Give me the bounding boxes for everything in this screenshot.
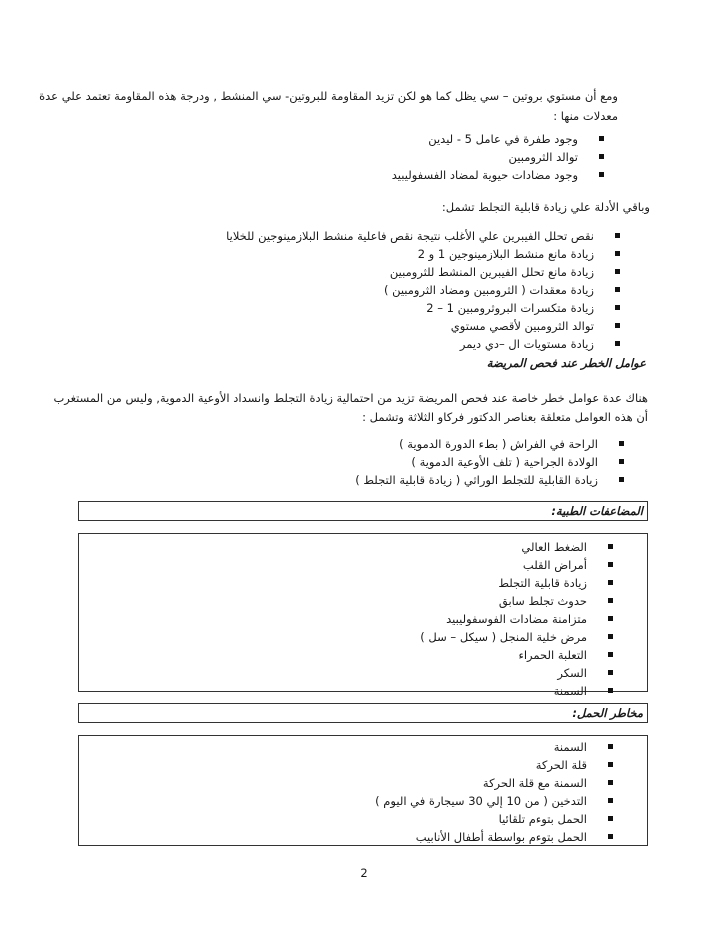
list-item: توالد الثرومبين — [392, 148, 578, 166]
bullet-square-icon — [615, 323, 620, 328]
bullet-square-icon — [608, 834, 613, 839]
bullet-square-icon — [608, 598, 613, 603]
medical-title-box — [78, 501, 648, 521]
list-item: الضغط العالي — [420, 538, 587, 556]
bullet-square-icon — [608, 670, 613, 675]
bullet-square-icon — [608, 562, 613, 567]
list-item: زيادة القابلية للتجلط الوراثي ( زيادة قابلية التجلط ) — [355, 471, 598, 489]
risk-line-1: هناك عدة عوامل خطر خاصة عند فحص المريضة تزيد من احتمالية زيادة التجلط وانسداد الأوعية الدموية, وليس من المستغرب — [53, 391, 648, 405]
list-item: زيادة معقدات ( الثرومبين ومضاد الثرومبين ) — [226, 281, 594, 299]
risk-paragraph — [48, 389, 648, 427]
list-item: التدخين ( من 10 إلي 30 سيجارة في اليوم ) — [375, 792, 587, 810]
bullet-square-icon — [615, 251, 620, 256]
bullet-square-icon — [615, 341, 620, 346]
bullet-square-icon — [608, 580, 613, 585]
bullet-square-icon — [615, 269, 620, 274]
evidence-list — [226, 227, 594, 353]
intro-line-2: معدلات منها : — [553, 109, 618, 123]
intro-line-1: ومع أن مستوي بروتين – سي يظل كما هو لكن تزيد المقاومة للبروتين- سي المنشط , ودرجة هذه المقاومة تعتمد علي عدة — [39, 89, 618, 103]
risk-list — [355, 435, 598, 489]
list-item: مرض خلية المنجل ( سيكل – سل ) — [420, 628, 587, 646]
list-item: الولادة الجراحية ( تلف الأوعية الدموية ) — [355, 453, 598, 471]
list-item: زيادة قابلية التجلط — [420, 574, 587, 592]
list-item: نقص تحلل الفيبرين علي الأغلب نتيجة نقص فاعلية منشط البلازمينوجين للخلايا — [226, 227, 594, 245]
list-item: السمنة — [375, 738, 587, 756]
medical-list — [420, 538, 587, 700]
bullet-square-icon — [608, 634, 613, 639]
risk-heading: عوامل الخطر عند فحص المريضة — [486, 356, 646, 370]
list-item: السكر — [420, 664, 587, 682]
list-item: زيادة متكسرات البروثرومبين 1 – 2 — [226, 299, 594, 317]
page-number: 2 — [360, 866, 368, 880]
pregnancy-title-box — [78, 703, 648, 723]
list-item: توالد الثرومبين لأقصي مستوي — [226, 317, 594, 335]
evidence-intro: وباقي الأدلة علي زيادة قابلية التجلط تشمل: — [441, 200, 650, 214]
bullet-square-icon — [599, 136, 604, 141]
list-item: قلة الحركة — [375, 756, 587, 774]
bullet-square-icon — [608, 616, 613, 621]
bullet-square-icon — [608, 544, 613, 549]
factors-list — [392, 130, 578, 184]
bullet-square-icon — [608, 798, 613, 803]
bullet-square-icon — [619, 477, 624, 482]
bullet-square-icon — [615, 305, 620, 310]
list-item: الحمل بتوءم بواسطة أطفال الأنابيب — [375, 828, 587, 846]
bullet-square-icon — [599, 154, 604, 159]
list-item: التعلبة الحمراء — [420, 646, 587, 664]
list-item: السمنة مع قلة الحركة — [375, 774, 587, 792]
bullet-square-icon — [619, 459, 624, 464]
pregnancy-title: مخاطر الحمل: — [572, 706, 643, 720]
bullet-square-icon — [608, 688, 613, 693]
bullet-square-icon — [615, 233, 620, 238]
list-item: حدوث تجلط سابق — [420, 592, 587, 610]
bullet-square-icon — [608, 744, 613, 749]
list-item: الراحة في الفراش ( بطء الدورة الدموية ) — [355, 435, 598, 453]
bullet-square-icon — [619, 441, 624, 446]
bullet-square-icon — [599, 172, 604, 177]
medical-title: المضاعفات الطبية: — [551, 504, 643, 518]
list-item: وجود مضادات حيوية لمضاد الفسفوليبيد — [392, 166, 578, 184]
list-item: السمنة — [420, 682, 587, 700]
bullet-square-icon — [615, 287, 620, 292]
list-item: أمراض القلب — [420, 556, 587, 574]
bullet-square-icon — [608, 816, 613, 821]
list-item: الحمل بتوءم تلقائيا — [375, 810, 587, 828]
bullet-square-icon — [608, 652, 613, 657]
bullet-square-icon — [608, 762, 613, 767]
intro-paragraph — [39, 86, 618, 126]
pregnancy-list — [375, 738, 587, 846]
list-item: زيادة مستويات ال –دي ديمر — [226, 335, 594, 353]
list-item: زيادة مانع تحلل الفيبرين المنشط للثرومبين — [226, 263, 594, 281]
list-item: متزامنة مضادات الفوسفوليبيد — [420, 610, 587, 628]
list-item: وجود طفرة في عامل 5 - ليدين — [392, 130, 578, 148]
risk-line-2: أن هذه العوامل متعلقة بعناصر الدكتور فركاو الثلاثة وتشمل : — [362, 410, 648, 424]
bullet-square-icon — [608, 780, 613, 785]
pregnancy-list-box — [78, 735, 648, 846]
medical-list-box — [78, 533, 648, 698]
list-item: زيادة مانع منشط البلازمينوجين 1 و 2 — [226, 245, 594, 263]
